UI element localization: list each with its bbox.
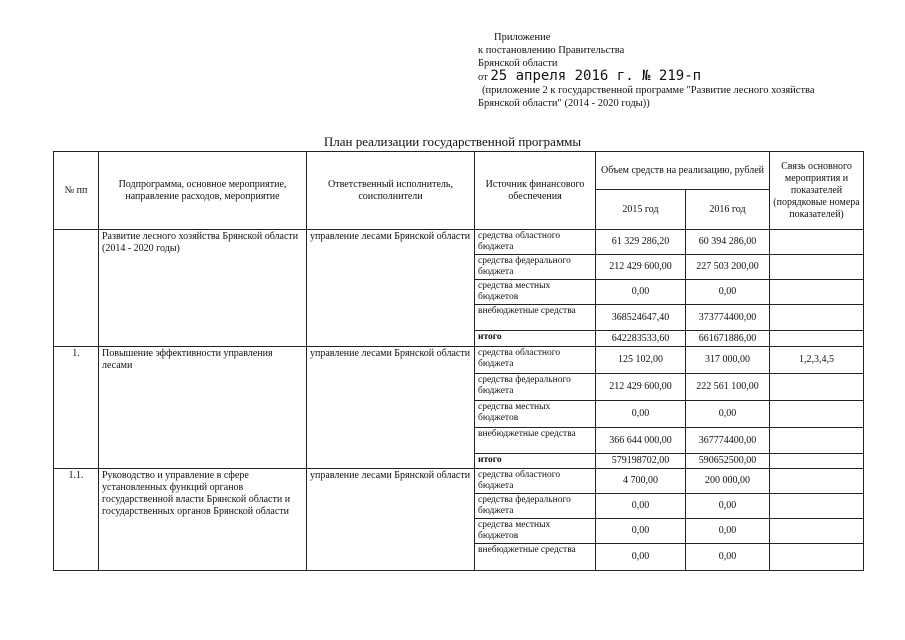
plan-table [53, 151, 864, 571]
row-link [770, 305, 864, 331]
row-executor: управление лесами Брянской области [307, 469, 475, 571]
row-value-2015: 0,00 [596, 401, 686, 428]
header-line1: Приложение [494, 32, 551, 43]
row-value-2016: 661671886,00 [686, 331, 770, 347]
row-value-2015: 368524647,40 [596, 305, 686, 331]
header-program: Подпрограмма, основное мероприятие, направление расходов, мероприятие [99, 152, 307, 230]
table-row [54, 469, 864, 494]
header-line3: Брянской области [478, 58, 558, 69]
row-value-2016: 367774400,00 [686, 428, 770, 454]
row-link [770, 494, 864, 519]
row-link [770, 280, 864, 305]
row-number [54, 230, 99, 347]
row-value-2015: 212 429 600,00 [596, 374, 686, 401]
row-value-2015: 0,00 [596, 280, 686, 305]
row-source: средства федерального бюджета [475, 255, 596, 280]
row-executor: управление лесами Брянской области [307, 347, 475, 469]
row-number: 1. [54, 347, 99, 469]
row-value-2015: 0,00 [596, 544, 686, 571]
row-source: внебюджетные средства [475, 428, 596, 454]
header-line2: к постановлению Правительства [478, 45, 625, 56]
row-value-2016: 373774400,00 [686, 305, 770, 331]
row-value-2016: 200 000,00 [686, 469, 770, 494]
header-2016: 2016 год [686, 190, 770, 230]
row-program: Руководство и управление в сфере установленных функций органов государственной власти Брянской области и государственных органов Брянской области [99, 469, 307, 571]
row-value-2015: 366 644 000,00 [596, 428, 686, 454]
row-link [770, 230, 864, 255]
header-line5: (приложение 2 к государственной программе "Развитие лесного хозяйства [482, 85, 815, 96]
row-link [770, 401, 864, 428]
row-value-2016: 227 503 200,00 [686, 255, 770, 280]
header-line6: Брянской области" (2014 - 2020 годы)) [478, 98, 650, 109]
header-num: № пп [54, 152, 99, 230]
row-value-2015: 212 429 600,00 [596, 255, 686, 280]
header-volume: Объем средств на реализацию, рублей [596, 152, 770, 190]
row-value-2015: 0,00 [596, 494, 686, 519]
row-executor: управление лесами Брянской области [307, 230, 475, 347]
row-value-2016: 0,00 [686, 401, 770, 428]
row-link [770, 428, 864, 454]
row-value-2016: 0,00 [686, 544, 770, 571]
row-link [770, 544, 864, 571]
row-source: средства областного бюджета [475, 469, 596, 494]
document-header [478, 31, 878, 110]
header-date [478, 70, 878, 84]
row-value-2016: 0,00 [686, 494, 770, 519]
row-value-2015: 579198702,00 [596, 454, 686, 469]
row-link [770, 374, 864, 401]
header-source: Источник финансового обеспечения [475, 152, 596, 230]
row-source: средства областного бюджета [475, 347, 596, 374]
header-executor: Ответственный исполнитель, соисполнители [307, 152, 475, 230]
header-2015: 2015 год [596, 190, 686, 230]
row-value-2015: 125 102,00 [596, 347, 686, 374]
row-link [770, 331, 864, 347]
row-source: итого [475, 331, 596, 347]
header-date-text: 25 апреля 2016 г. № 219-п [490, 68, 702, 84]
row-value-2016: 0,00 [686, 280, 770, 305]
row-value-2016: 60 394 286,00 [686, 230, 770, 255]
row-value-2016: 222 561 100,00 [686, 374, 770, 401]
row-value-2015: 642283533,60 [596, 331, 686, 347]
row-value-2015: 61 329 286,20 [596, 230, 686, 255]
row-source: итого [475, 454, 596, 469]
row-number: 1.1. [54, 469, 99, 571]
row-link [770, 519, 864, 544]
row-source: средства местных бюджетов [475, 519, 596, 544]
row-value-2016: 590652500,00 [686, 454, 770, 469]
row-program: Повышение эффективности управления лесами [99, 347, 307, 469]
row-link [770, 255, 864, 280]
row-source: средства областного бюджета [475, 230, 596, 255]
row-value-2016: 0,00 [686, 519, 770, 544]
plan-table-body [54, 230, 864, 571]
row-source: внебюджетные средства [475, 544, 596, 571]
row-value-2016: 317 000,00 [686, 347, 770, 374]
row-program: Развитие лесного хозяйства Брянской области (2014 - 2020 годы) [99, 230, 307, 347]
row-source: внебюджетные средства [475, 305, 596, 331]
row-source: средства федерального бюджета [475, 374, 596, 401]
row-value-2015: 0,00 [596, 519, 686, 544]
row-source: средства местных бюджетов [475, 401, 596, 428]
page-title: План реализации государственной программы [323, 134, 582, 149]
header-date-prefix: от [478, 72, 488, 83]
header-link: Связь основного мероприятия и показателей (порядковые номера показателей) [770, 152, 864, 230]
table-row [54, 230, 864, 255]
row-link [770, 469, 864, 494]
row-source: средства местных бюджетов [475, 280, 596, 305]
table-row [54, 347, 864, 374]
row-value-2015: 4 700,00 [596, 469, 686, 494]
row-link: 1,2,3,4,5 [770, 347, 864, 374]
row-link [770, 454, 864, 469]
row-source: средства федерального бюджета [475, 494, 596, 519]
